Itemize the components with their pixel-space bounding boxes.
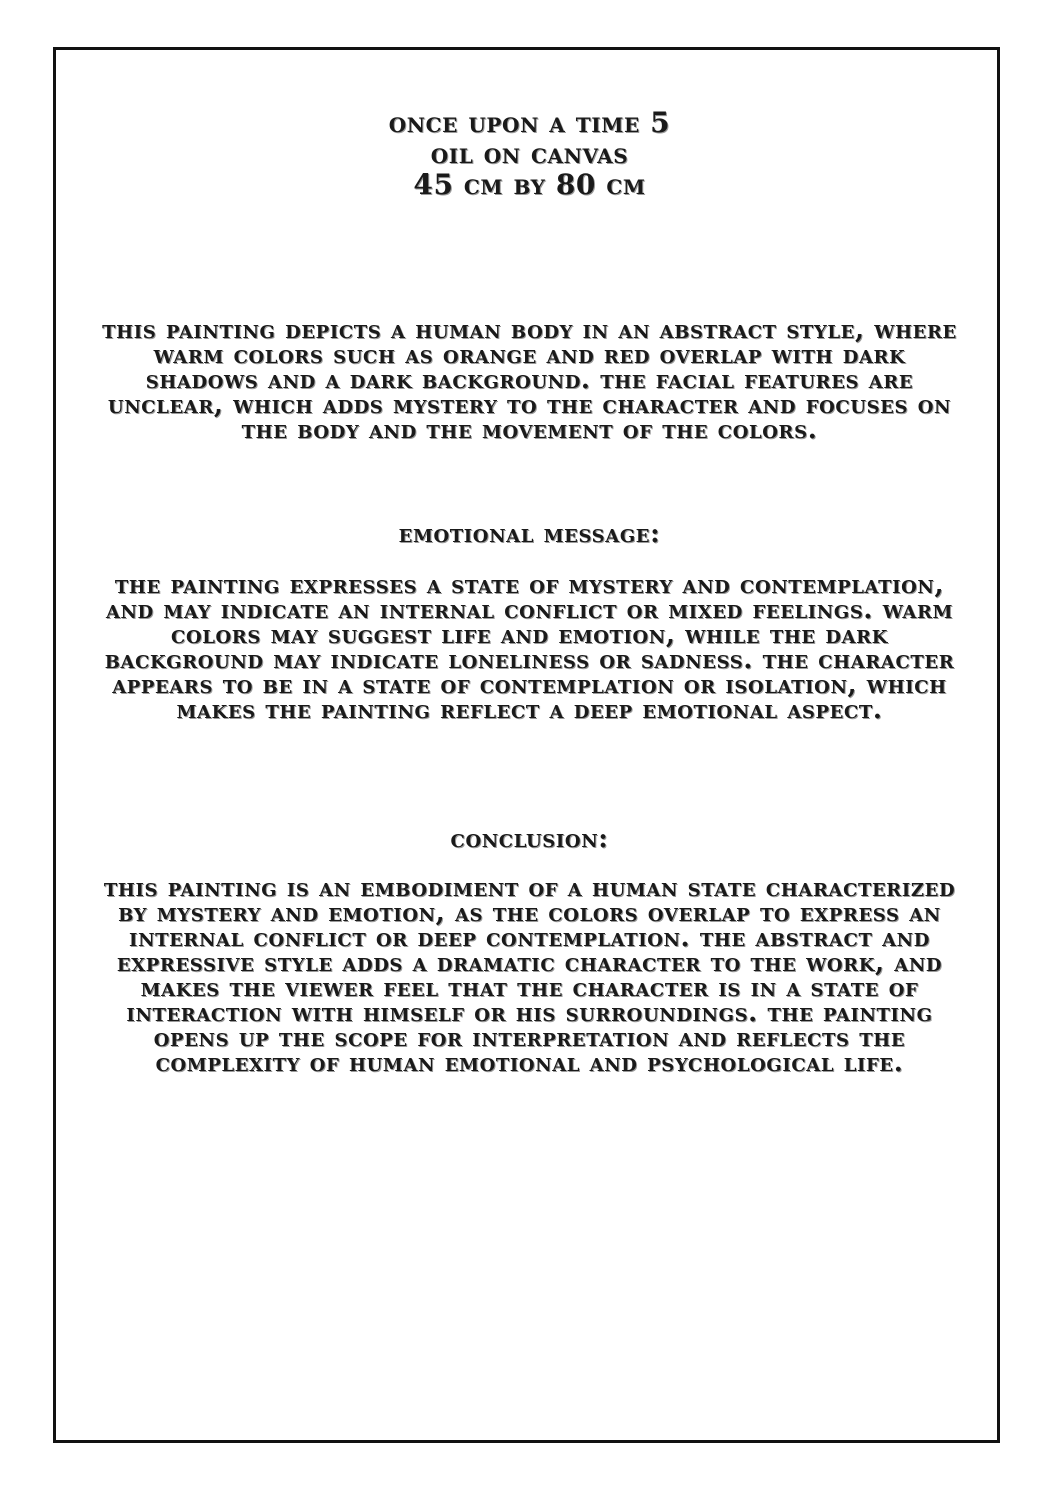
page-border bbox=[53, 47, 1000, 1443]
description-paragraph: this painting depicts a human body in an abstract style, where warm colors such as orange and red overlap with dark shadows and a dark background. the facial features are unclear, which adds mystery to the character and focuses on the body and the movement of the colors. bbox=[102, 315, 957, 445]
artwork-medium: oil on canvas bbox=[430, 137, 629, 170]
emotional-message-heading: emotional message: bbox=[398, 519, 661, 549]
artwork-dimensions: 45 cm by 80 cm bbox=[413, 168, 646, 201]
artwork-title: once upon a time 5 bbox=[388, 106, 671, 139]
conclusion-paragraph: this painting is an embodiment of a human state characterized by mystery and emotion, as the colors overlap to express an internal conflict or deep contemplation. the abstract and expressive style adds a dramatic character to the work, and makes the viewer feel that the character is in a state of interaction with himself or his surroundings. the painting opens up the scope for interpretation and reflects the complexity of human emotional and psychological life. bbox=[103, 873, 956, 1078]
artwork-title-block bbox=[0, 107, 1059, 200]
emotional-message-paragraph: the painting expresses a state of mystery and contemplation, and may indicate an internal conflict or mixed feelings. warm colors may suggest life and emotion, while the dark background may indicate loneliness or sadness. the character appears to be in a state of contemplation or isolation, which makes the painting reflect a deep emotional aspect. bbox=[104, 570, 955, 725]
conclusion-heading: conclusion: bbox=[450, 824, 609, 854]
